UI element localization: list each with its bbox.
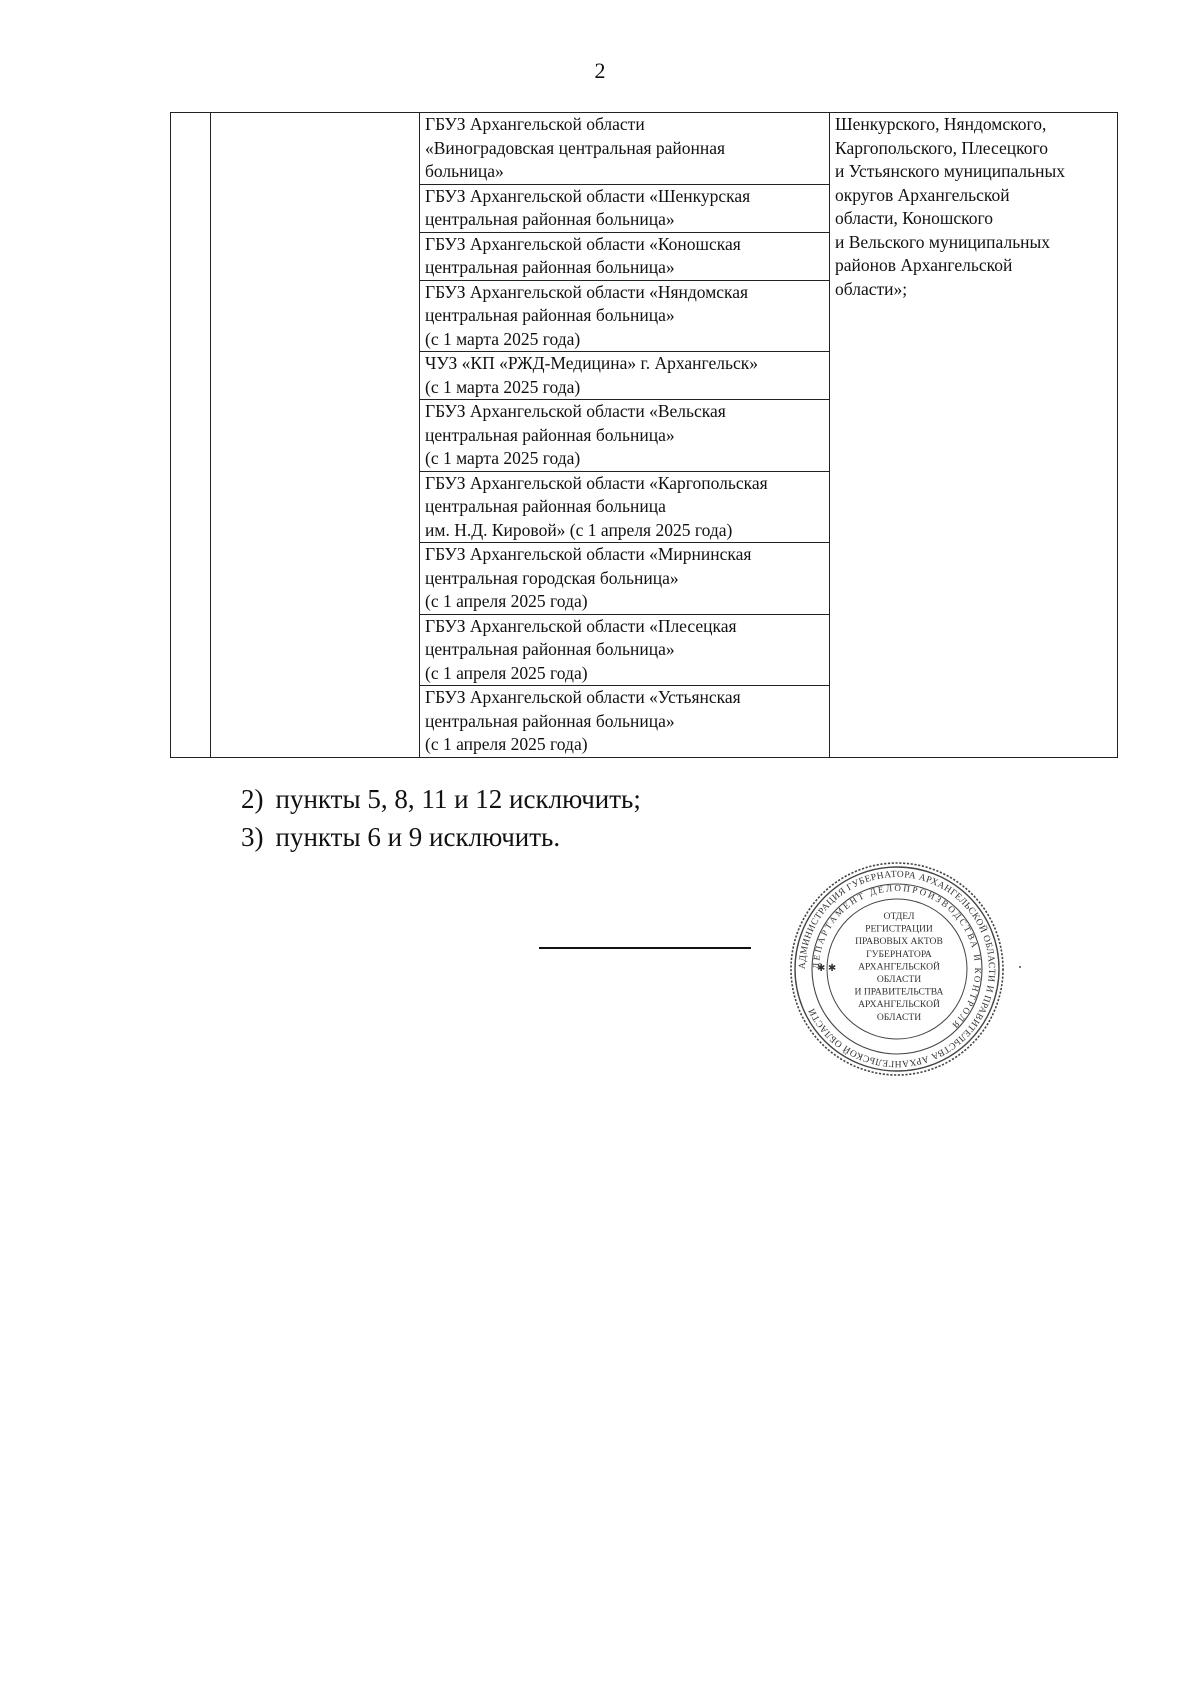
institution-line: центральная районная больница» [425,424,675,445]
amendment-text: пункты 5, 8, 11 и 12 исключить; [275,784,641,814]
stamp-center-line: ПРАВОВЫХ АКТОВ [855,936,943,948]
amendments-list [241,780,641,856]
institution-cell [420,280,830,352]
territory-line: и Устьянского муниципальных [835,161,1065,181]
institutions-table [170,112,1118,758]
institution-line: центральная районная больница» [425,209,675,229]
territory-line: районов Архангельской [835,255,1013,275]
institution-line: (с 1 апреля 2025 года) [425,591,588,611]
institution-line: (с 1 марта 2025 года) [425,448,581,468]
institution-cell [420,686,830,758]
institution-line: центральная районная больница» [425,257,675,277]
stamp-center-line: АРХАНГЕЛЬСКОЙ [858,999,940,1011]
stamp-center-line: АРХАНГЕЛЬСКОЙ [858,961,940,973]
institution-line: ГБУЗ Архангельской области «Коношская [425,233,741,254]
institution-line: ГБУЗ Архангельской области «Шенкурская [425,185,751,206]
name-cell [211,113,420,758]
territory-line: округов Архангельской [835,184,1010,205]
institution-cell [420,400,830,472]
stamp-outer-text: АДМИНИСТРАЦИЯ ГУБЕРНАТОРА АРХАНГЕЛЬСКОЙ ОБЛАСТИ И ПРАВИТЕЛЬСТВА АРХАНГЕЛЬСКОЙ ОБЛАСТИ [797,869,997,1069]
territory-line: области, Коношского [835,208,994,228]
institution-line: центральная районная больница» [425,305,675,325]
institution-line: ГБУЗ Архангельской области [425,114,645,134]
stamp-center-line: И ПРАВИТЕЛЬСТВА [854,986,944,998]
institution-line: ГБУЗ Архангельской области «Няндомская [425,281,749,302]
institution-line: ГБУЗ Архангельской области «Плесецкая [425,615,737,636]
institution-line: (с 1 марта 2025 года) [425,376,581,397]
svg-text:✱ ✱: ✱ ✱ [817,963,837,974]
official-stamp [787,859,1007,1079]
amendment-number: 2) [241,784,264,814]
stamp-inner-text: ДЕПАРТАМЕНТ ДЕЛОПРОИЗВОДСТВА И КОНТРОЛЯ [810,882,984,1032]
territory-line: Каргопольского, Плесецкого [835,137,1048,158]
stamp-center-line: РЕГИСТРАЦИИ [865,923,933,935]
institution-cell [420,232,830,280]
institution-line: ГБУЗ Архангельской области «Вельская [425,401,726,421]
stamp-center-line: ОБЛАСТИ [876,974,922,985]
institution-line: ГБУЗ Архангельской области «Каргопольская [425,472,768,493]
territory-cell [830,113,1118,758]
stamp-center-line: ОТДЕЛ [883,911,915,922]
institution-cell [420,352,830,400]
institution-cell [420,614,830,686]
institution-line: центральная городская больница» [425,567,679,588]
stamp-center-line: ОБЛАСТИ [876,1011,922,1023]
ink-dot [1019,966,1021,968]
stamp-center-line: ГУБЕРНАТОРА [866,948,932,960]
number-cell [171,113,211,758]
institution-line: центральная районная больница [425,496,666,516]
territory-line: и Вельского муниципальных [835,231,1051,252]
institution-line: им. Н.Д. Кировой» (с 1 апреля 2025 года) [425,519,733,540]
institution-line: (с 1 апреля 2025 года) [425,662,588,683]
amendment-number: 3) [241,822,264,852]
institution-line: «Виноградовская центральная районная [425,137,726,158]
institution-line: ГБУЗ Архангельской области «Мирнинская [425,544,752,564]
territory-line: области»; [835,278,908,299]
institution-cell [420,471,830,543]
table-row [171,113,1118,185]
page-number: 2 [594,58,606,83]
institution-line: ЧУЗ «КП «РЖД-Медицина» г. Архангельск» [425,353,758,373]
institution-line: ГБУЗ Архангельской области «Устьянская [425,687,741,707]
amendment-item [241,780,641,818]
institution-line: центральная районная больница» [425,710,675,731]
institution-cell [420,184,830,232]
institution-line: (с 1 марта 2025 года) [425,328,581,349]
institution-cell [420,113,830,185]
institution-line: (с 1 апреля 2025 года) [425,734,588,754]
signature-line [539,947,751,949]
territory-line: Шенкурского, Няндомского, [835,114,1047,134]
institution-line: центральная районная больница» [425,639,675,659]
institution-line: больница» [425,161,504,181]
institution-cell [420,543,830,615]
amendment-text: пункты 6 и 9 исключить. [275,822,561,852]
amendment-item [241,818,641,856]
